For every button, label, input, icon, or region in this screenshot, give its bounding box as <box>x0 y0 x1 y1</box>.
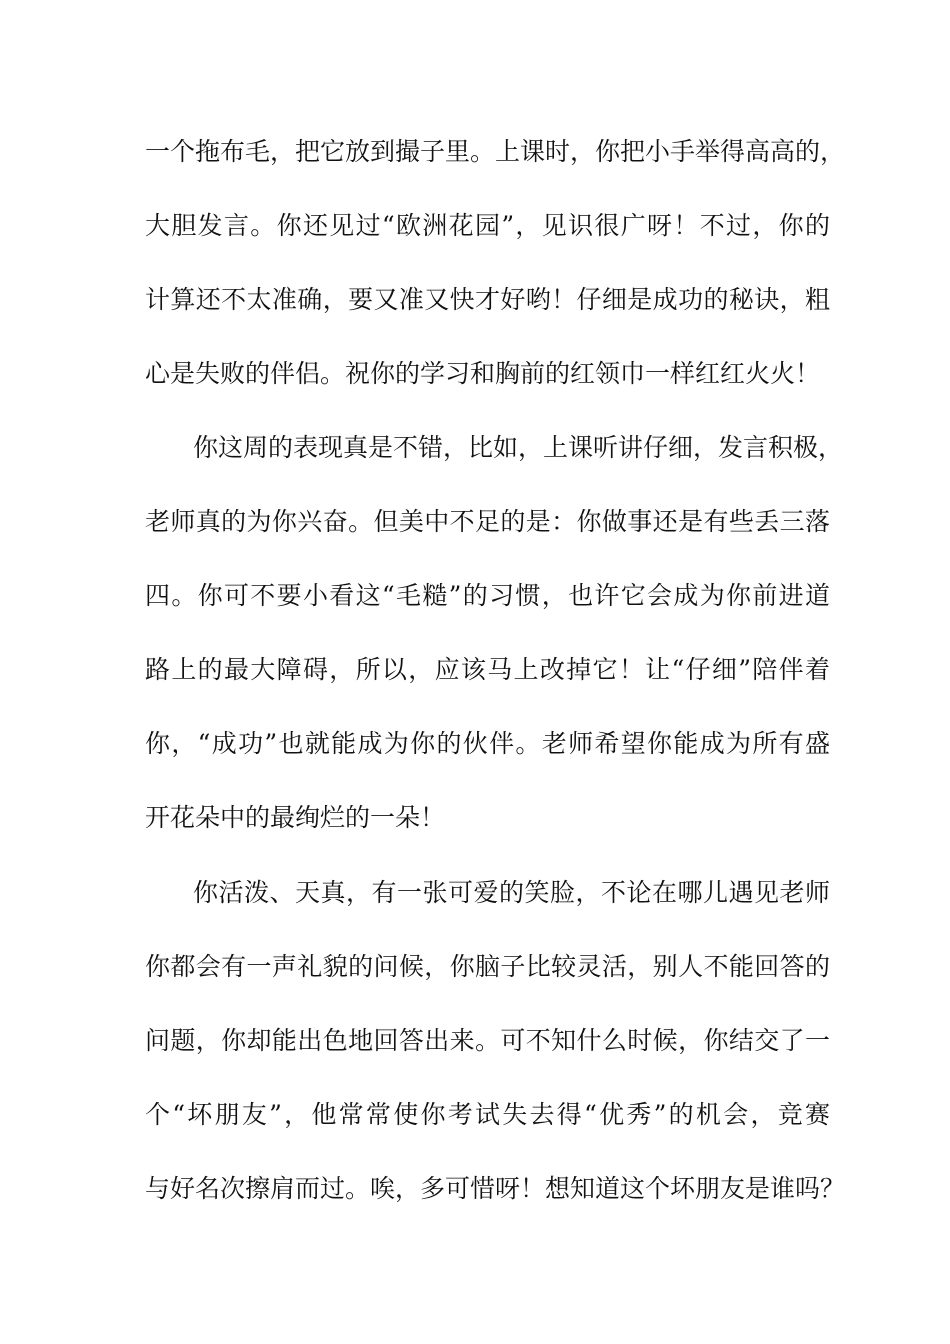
paragraph-1-line-1: 一个拖布毛，把它放到撮子里。上课时，你把小手举得高高的， <box>145 137 846 166</box>
paragraph-3-line-1: 你活泼、天真，有一张可爱的笑脸，不论在哪儿遇见老师 <box>193 878 830 907</box>
paragraph-2-line-1: 你这周的表现真是不错，比如，上课听讲仔细，发言积极， <box>193 433 844 462</box>
paragraph-3-line-5: 与好名次擦肩而过。唉，多可惜呀！想知道这个坏朋友是谁吗？ <box>145 1174 846 1203</box>
paragraph-2-line-4: 路上的最大障碍，所以，应该马上改掉它！让“仔细”陪伴着 <box>145 655 830 684</box>
paragraph-3-line-2: 你都会有一声礼貌的问候，你脑子比较灵活，别人不能回答的 <box>145 952 830 981</box>
paragraph-2-line-6: 开花朵中的最绚烂的一朵！ <box>145 803 446 832</box>
paragraph-3-line-4: 个“坏朋友”，他常常使你考试失去得“优秀”的机会，竞赛 <box>145 1100 830 1129</box>
paragraph-1-line-3: 计算还不太准确，要又准又快才好哟！仔细是成功的秘诀，粗 <box>145 285 830 314</box>
paragraph-3-line-3: 问题，你却能出色地回答出来。可不知什么时候，你结交了一 <box>145 1026 830 1055</box>
paragraph-2-line-2: 老师真的为你兴奋。但美中不足的是：你做事还是有些丢三落 <box>145 507 830 536</box>
paragraph-1-line-2: 大胆发言。你还见过“欧洲花园”，见识很广呀！不过，你的 <box>145 211 830 240</box>
paragraph-1-line-4: 心是失败的伴侣。祝你的学习和胸前的红领巾一样红红火火！ <box>145 359 821 388</box>
paragraph-2-line-5: 你，“成功”也就能成为你的伙伴。老师希望你能成为所有盛 <box>145 729 830 758</box>
paragraph-2-line-3: 四。你可不要小看这“毛糙”的习惯，也许它会成为你前进道 <box>145 581 830 610</box>
